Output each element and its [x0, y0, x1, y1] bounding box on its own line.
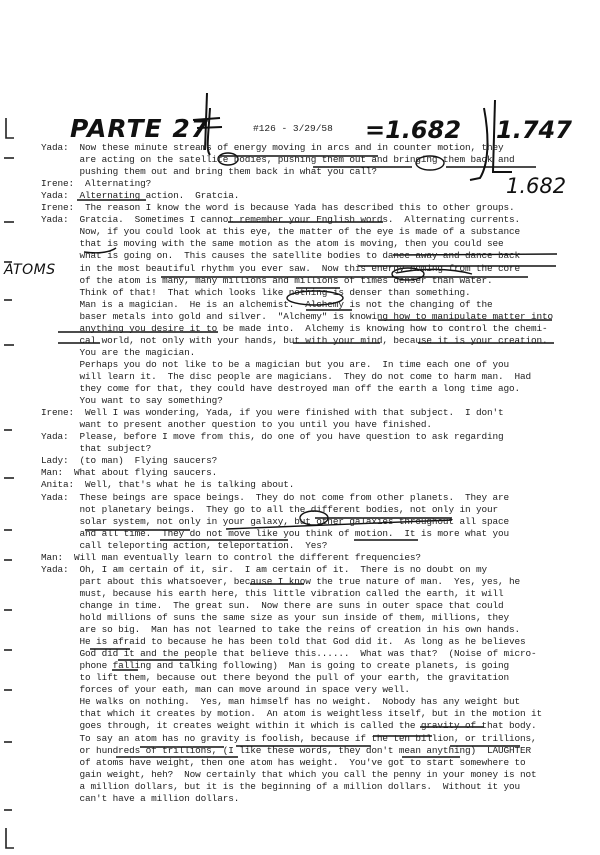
transcript-line: are acting on the satellite bodies, pushing them out and bringing them back and [41, 154, 515, 166]
transcript-line: To say an atom has no gravity is foolish, because if the ten billion, or trillions, [41, 732, 537, 744]
transcript-line: that subject? [41, 443, 152, 455]
transcript-line: phone falling and talking following) Man is going to create planets, is going [41, 660, 510, 672]
transcript-line: goes through, it creates weight within it which is called the gravity of that body. [41, 720, 537, 732]
transcript-line: in the most beautiful rhythm you ever saw. Now this energy coming from the core [41, 262, 521, 274]
transcript-line: are so big. Man has not learned to take the reins of creation in his own hands. [41, 624, 521, 635]
handwritten-part-title: PARTE 27 [70, 114, 210, 143]
transcript-line: call teleporting action, teleportation. Yes? [41, 539, 328, 551]
transcript-line: Man: Will man eventually learn to control the different frequencies? [41, 551, 421, 563]
transcript-line: You want to say something? [41, 395, 223, 407]
transcript-line: baser metals into gold and silver. "Alchemy" is knowing how to manipulate matter into [41, 310, 554, 322]
transcript-line: to lift them, because out there beyond the pull of your earth, the gravitation [41, 672, 510, 684]
transcript-line: anything you desire it to be made into. Alchemy is knowing how to control the chemi- [41, 322, 548, 334]
transcript-line: solar system, not only in your galaxy, but other galaxies throughout all space [41, 515, 510, 527]
transcript-line: Think of that! That which looks like nothing is denser than something. [41, 286, 471, 298]
transcript-line: change in time. The great sun. Now there are suns in outer space that could [41, 599, 504, 611]
transcript-line: He walks on nothing. Yes, man himself has no weight. Nobody has any weight but [41, 696, 521, 708]
transcript-line: can't have a million dollars. [41, 792, 240, 804]
transcript-line: gain weight, heh? Now certainly that which you call the penny in your money is not [41, 768, 537, 780]
transcript-line: Yada: Gratcia. Sometimes I cannot remember your English words. Alternating currents. [41, 214, 521, 226]
transcript-line: Yada: Now these minute streams of energy moving in arcs and in counter motion, they [41, 142, 504, 153]
transcript-line: Man: What about flying saucers. [41, 467, 218, 479]
transcript-line: not planetary beings. They go to all the different bodies, not only in your [41, 503, 498, 515]
transcript-line: cal world, not only with your hands, but with your mind, because it is your creation. [41, 334, 548, 346]
transcript-line: that is moving with the same motion as the atom is moving, then you could see [41, 238, 504, 250]
margin-note-atoms: ATOMS [4, 262, 56, 278]
transcript-line: Lady: (to man) Flying saucers? [41, 455, 218, 467]
transcript-line: God did it and the people that believe this...... What was that? (Noise of micro- [41, 648, 537, 660]
transcript-line: want to present another question to you until you have finished. [41, 419, 432, 431]
transcript-line: Man is a magician. He is an alchemist. Alchemy is not the changing of the [41, 298, 493, 310]
transcript-line: that which it creates by motion. An atom is weightless itself, but in the motion it [41, 708, 543, 720]
transcript-line: a million dollars, but it is the beginning of a million dollars. Without it you [41, 780, 521, 792]
transcript-line: He is afraid to because he has been told that God did it. As long as he believes [41, 636, 526, 647]
transcript-line: Anita: Well, that's what he is talking about. [41, 479, 295, 491]
transcript-line: Irene: Well I was wondering, Yada, if you were finished with that subject. I don't [41, 407, 504, 419]
transcript-line: You are the magician. [41, 346, 196, 358]
handwritten-value-3: 1.682 [506, 174, 567, 198]
margin-ticks [4, 118, 14, 848]
handwritten-value-1: =1.682 [365, 116, 462, 144]
transcript-line: Now, if you could look at this eye, the matter of the eye is made of a substance [41, 226, 521, 238]
transcript-line: of atoms have weight, then one atom has weight. You've got to start somewhere to [41, 756, 526, 768]
transcript-line: Perhaps you do not like to be a magician but you are. In time each one of you [41, 358, 510, 370]
session-code: #126 - 3/29/58 [253, 123, 333, 134]
transcript-line: and all time. They do not move like you think of motion. It is more what you [41, 527, 510, 539]
transcript-line: pushing them out and bring them back in what you call? [41, 166, 377, 178]
handwritten-value-2: 1.747 [496, 116, 572, 144]
transcript-line: Irene: Alternating? [41, 178, 152, 190]
transcript-line: or hundreds of trillions, (I like these words, they don't mean anything) LAUGHTER [41, 744, 532, 756]
transcript-line: forces of your eath, man can move around in space very well. [41, 684, 410, 696]
transcript-line: must, because his earth here, this little vibration called the earth, it will [41, 587, 504, 599]
transcript-line: Yada: These beings are space beings. They do not come from other planets. They are [41, 491, 510, 503]
transcript-line: they come for that, they could have destroyed man off the earth a long time ago. [41, 383, 521, 394]
transcript-line: will learn it. The disc people are magicians. They do not come to harm man. Had [41, 371, 532, 382]
transcript-line: Irene: The reason I know the word is because Yada has described this to other groups. [41, 202, 515, 214]
transcript-line: Yada: Please, before I move from this, do one of you have question to ask regarding [41, 431, 504, 443]
transcript-line: hold millions of suns the same size as your sun inside of them, millions, they [41, 612, 510, 623]
transcript-line: of the atom is many, many millions and millions of times denser than water. [41, 274, 493, 286]
transcript-line: Yada: Oh, I am certain of it, sir. I am certain of it. There is no doubt on my [41, 563, 487, 575]
transcript-line: Yada: Alternating action. Gratcia. [41, 190, 240, 202]
transcript-line: part about this whatsoever, because I know the true nature of man. Yes, yes, he [41, 575, 521, 587]
transcript-line: what is going on. This causes the satellite bodies to dance away and dance back [41, 250, 521, 262]
